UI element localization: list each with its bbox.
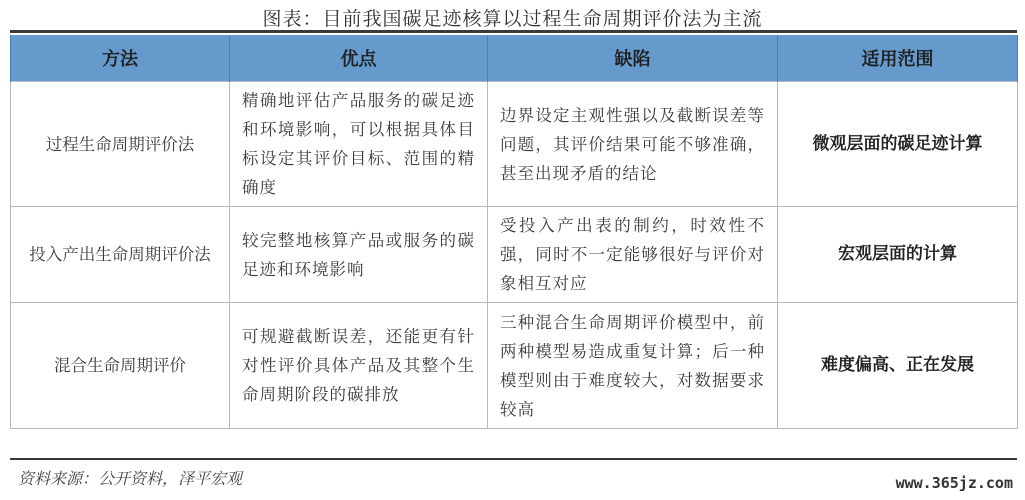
- cell-defect: 边界设定主观性强以及截断误差等问题，其评价结果可能不够准确，甚至出现矛盾的结论: [488, 82, 778, 207]
- table-row: [11, 82, 1018, 207]
- table-row: [11, 303, 1018, 429]
- cell-scope: 微观层面的碳足迹计算: [778, 82, 1018, 207]
- top-rule: [10, 30, 1017, 33]
- bottom-rule: [10, 458, 1017, 460]
- cell-defect: 受投入产出表的制约，时效性不强，同时不一定能够很好与评价对象相互对应: [488, 207, 778, 303]
- watermark-text: www.365jz.com: [895, 474, 1013, 492]
- table-row: [11, 207, 1018, 303]
- header-method: 方法: [11, 35, 230, 82]
- comparison-table: [10, 35, 1018, 429]
- figure-title: 图表：目前我国碳足迹核算以过程生命周期评价法为主流: [262, 8, 763, 30]
- header-defect: 缺陷: [488, 35, 778, 82]
- cell-method: 过程生命周期评价法: [11, 82, 230, 207]
- header-scope: 适用范围: [778, 35, 1018, 82]
- cell-scope: 宏观层面的计算: [778, 207, 1018, 303]
- table-header-row: [11, 35, 1018, 82]
- cell-method: 投入产出生命周期评价法: [11, 207, 230, 303]
- cell-defect: 三种混合生命周期评价模型中，前两种模型易造成重复计算；后一种模型则由于难度较大，对数据要求较高: [488, 303, 778, 429]
- cell-advantage: 精确地评估产品服务的碳足迹和环境影响，可以根据具体目标设定其评价目标、范围的精确度: [230, 82, 488, 207]
- source-note: 资料来源：公开资料，泽平宏观: [18, 469, 243, 488]
- cell-method: 混合生命周期评价: [11, 303, 230, 429]
- cell-advantage: 可规避截断误差，还能更有针对性评价具体产品及其整个生命周期阶段的碳排放: [230, 303, 488, 429]
- cell-scope: 难度偏高、正在发展: [778, 303, 1018, 429]
- header-advantage: 优点: [230, 35, 488, 82]
- cell-advantage: 较完整地核算产品或服务的碳足迹和环境影响: [230, 207, 488, 303]
